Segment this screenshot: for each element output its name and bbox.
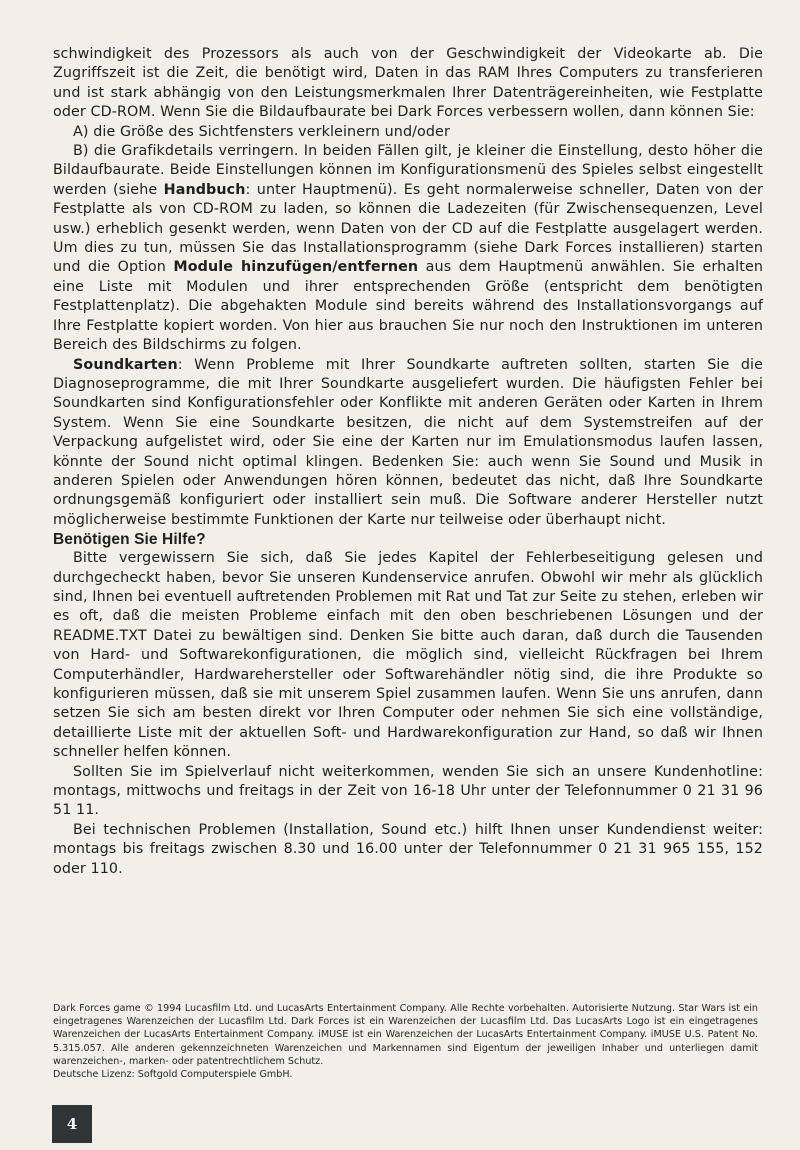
paragraph-framerate-intro: schwindigkeit des Prozessors als auch von der Geschwindigkeit der Videokarte ab. Die Zugriffszeit ist die Zeit, die benötigt wird, Daten in das RAM Ihres Computers zu transferieren und ist stark abhängig von den Leistungsmerkmalen Ihrer Datenträgereinheiten, wie Festplatte oder CD-ROM. Wenn Sie die Bildaufbaurate bei Dark Forces verbessern wollen, dann können Sie: <box>53 46 763 121</box>
text-span: aus dem Hauptmenü anwählen. Sie erhalten eine Liste mit Modulen und ihrer entsprechenden Größe (entspricht dem benötigten Festplattenplatz). Die abgehakten Module sind bereits während des Installationsvorgangs auf Ihre Festplatte kopiert worden. Von hier aus brauchen Sie nur noch den Instruktionen im unteren Bereich des Bildschirms zu folgen. <box>53 259 763 354</box>
license-notice: Deutsche Lizenz: Softgold Computerspiele GmbH. <box>53 1069 293 1081</box>
body-text <box>53 45 763 879</box>
paragraph-hotline: Sollten Sie im Spielverlauf nicht weiterkommen, wenden Sie sich an unsere Kundenhotline: montags, mittwochs und freitags in der Zeit von 16-18 Uhr unter der Telefonnummer 0 21 31 96 51 11. <box>53 763 763 819</box>
text-span: : unter Hauptmenü). Es geht normalerweise schneller, Daten von der Festplatte als von CD-ROM zu laden, so können die Ladezeiten (für Zwischensequenzen, Level usw.) erheblich gesenkt werden, wenn Daten von der CD auf die Festplatte ausgelagert werden. Um dies zu tun, müssen Sie das Installationsprogramm (siehe Dark Forces installieren) starten und die Option <box>53 181 763 276</box>
bold-term-handbuch: Handbuch <box>163 181 246 198</box>
bold-term-module: Module hinzufügen/entfernen <box>173 259 419 276</box>
list-item-a: A) die Größe des Sichtfensters verkleinern und/oder <box>73 123 450 140</box>
page-number: 4 <box>52 1105 92 1143</box>
paragraph-soundkarten <box>53 356 763 531</box>
text-span: : Wenn Probleme mit Ihrer Soundkarte auftreten sollten, starten Sie die Diagnoseprogramme, die mit Ihrer Soundkarte ausgeliefert wurden. Die häufigsten Fehler bei Soundkarten sind Konfigurationsfehler oder Konflikte mit anderen Geräten oder Karten in Ihrem System. Wenn Sie eine Soundkarte besitzen, die nicht auf dem Systemstreifen auf der Verpackung aufgelistet wird, oder Sie eine der Karten nur im Emulationsmodus laufen lassen, könnte der Sound nicht optimal klingen. Bedenken Sie: auch wenn Sie Sound und Musik in anderen Spielen oder Anwendungen hören können, bedeutet das nicht, daß Ihre Soundkarte ordnungsgemäß konfiguriert oder installiert sein muß. Die Software anderer Hersteller nutzt möglicherweise bestimmte Funktionen der Karte nur teilweise oder überhaupt nicht. <box>53 356 763 528</box>
paragraph-kundenservice: Bitte vergewissern Sie sich, daß Sie jedes Kapitel der Fehlerbeseitigung gelesen und durchgecheckt haben, bevor Sie unseren Kundenservice anrufen. Obwohl wir mehr als glücklich sind, Ihnen bei eventuell auftretenden Problemen mit Rat und Tat zur Seite zu stehen, erleben wir es oft, daß die meisten Probleme einfach mit den oben beschriebenen Lösungen und der README.TXT Datei zu bewältigen sind. Denken Sie bitte auch daran, daß durch die Tausenden von Hard- und Softwarekonfigurationen, die möglich sind, vielleicht Rückfragen bei Ihrem Computerhändler, Hardwarehersteller oder Softwarehändler nötig sind, die ihre Produkte so konfigurieren müssen, daß sie mit unserem Spiel zusammen laufen. Wenn Sie uns anrufen, dann setzen Sie sich am besten direkt vor Ihren Computer oder nehmen Sie sich eine vollständige, detaillierte Liste mit der aktuellen Soft- und Hardwarekonfiguration zur Hand, so daß wir Ihnen schneller helfen können. <box>53 550 763 761</box>
legal-footer <box>53 1002 758 1081</box>
copyright-notice: Dark Forces game © 1994 Lucasfilm Ltd. und LucasArts Entertainment Company. Alle Rechte vorbehalten. Autorisierte Nutzung. Star Wars ist ein eingetragenes Warenzeichen der Lucasfilm Ltd. Dark Forces ist ein Warenzeichen der Lucasfilm Ltd. Das LucasArts Logo ist ein eingetragenes Warenzeichen der LucasArts Entertainment Company. iMUSE ist ein Warenzeichen der LucasArts Entertainment Company. iMUSE U.S. Patent No. 5.315.057. Alle anderen gekennzeichneten Warenzeichen und Markennamen sind Eigentum der jeweiligen Inhaber und unterliegen damit warenzeichen-, marken- oder patentrechtlichem Schutz. <box>53 1003 758 1067</box>
text-span: B) die Grafikdetails verringern. In beiden Fällen gilt, je kleiner die Einstellung, desto höher die Bildaufbaurate. Beide Einstellungen können im Konfigurationsmenü des Spieles selbst eingestellt werden (siehe <box>53 143 763 198</box>
paragraph-technischer-support: Bei technischen Problemen (Installation, Sound etc.) hilft Ihnen unser Kundendienst weiter: montags bis freitags zwischen 8.30 und 16.00 unter der Telefonnummer 0 21 31 965 155, 152 oder 110. <box>53 821 763 877</box>
bold-term-soundkarten: Soundkarten <box>73 356 178 373</box>
section-heading-hilfe: Benötigen Sie Hilfe? <box>53 531 206 549</box>
list-item-b <box>53 142 763 355</box>
